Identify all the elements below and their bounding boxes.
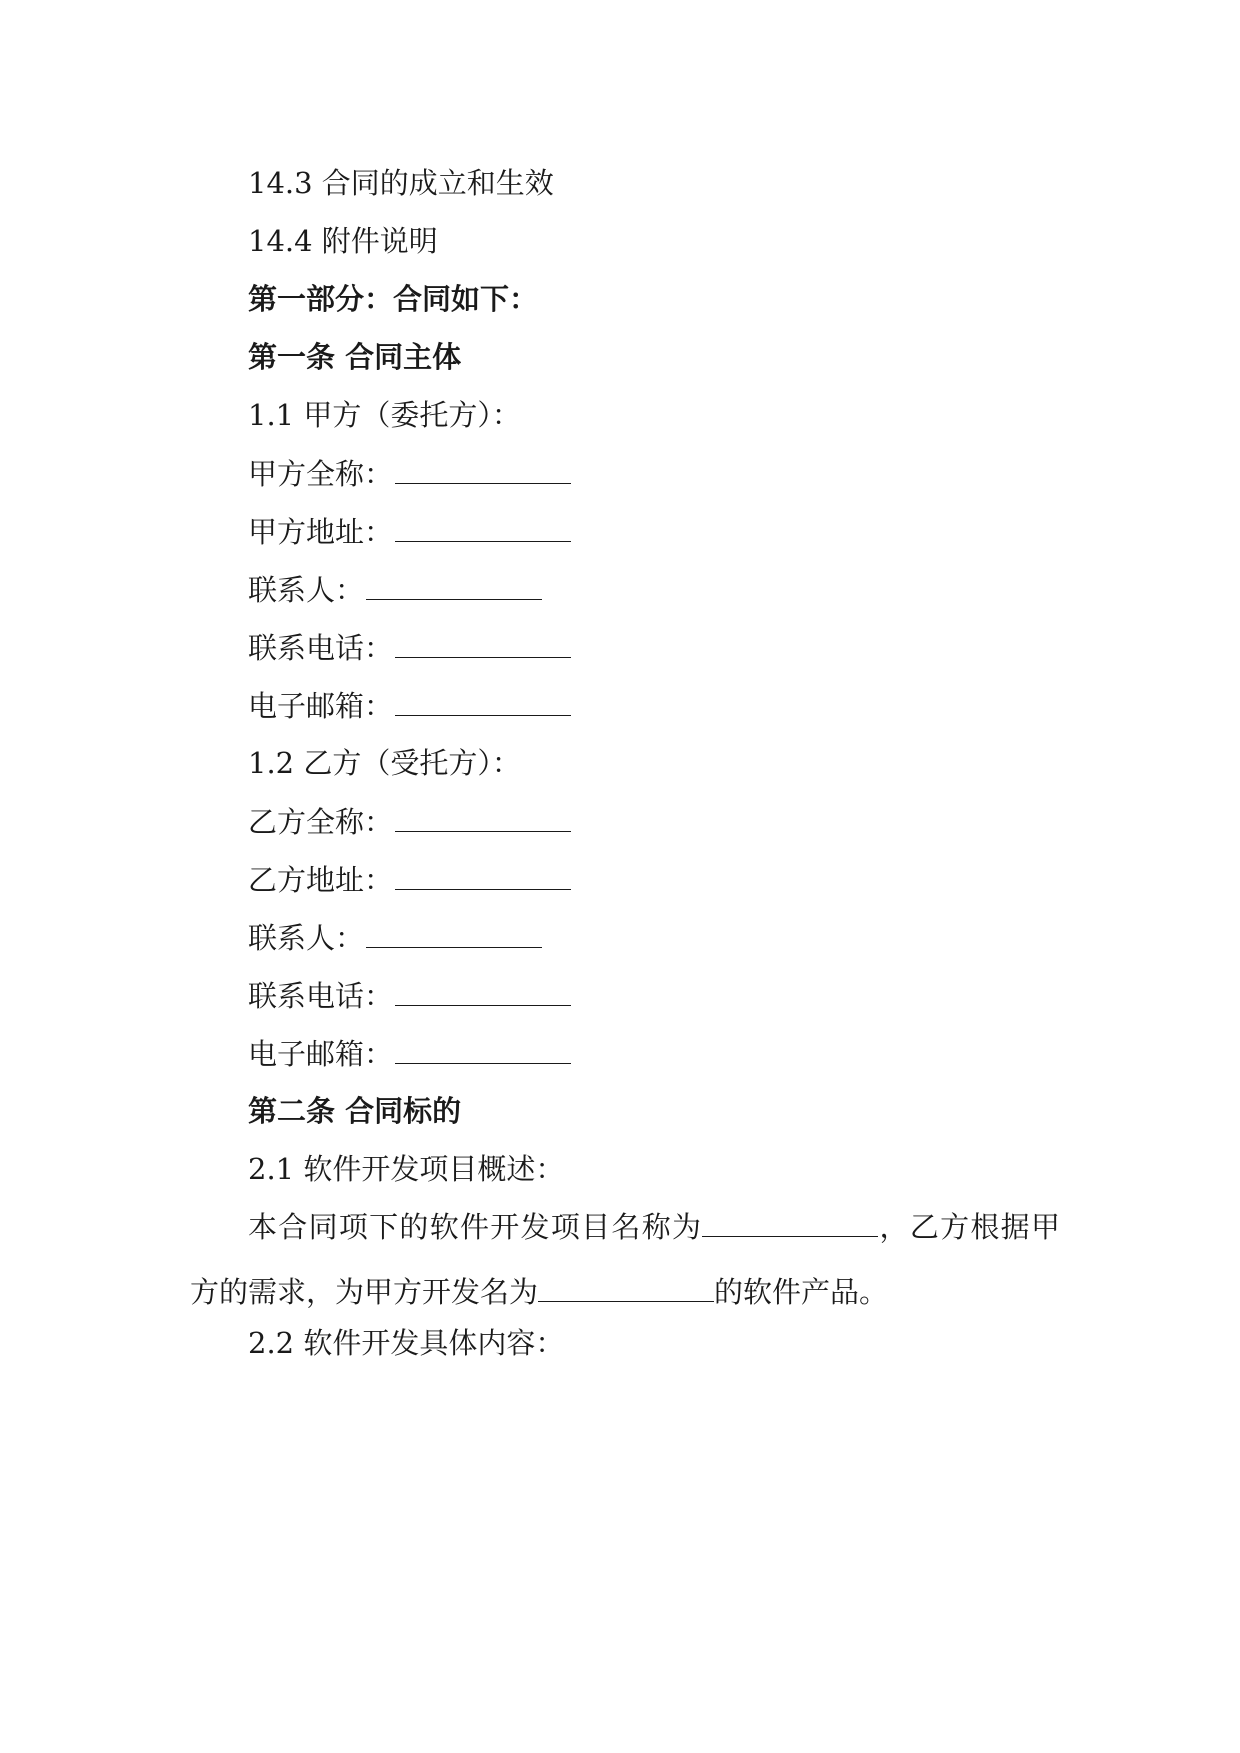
field-label: 甲方全称：	[248, 457, 394, 491]
field-label: 乙方地址：	[248, 863, 394, 897]
fill-in-blank[interactable]	[395, 1033, 571, 1064]
party-a-email-field	[248, 685, 571, 726]
article-heading-2: 第二条 合同标的	[248, 1094, 462, 1128]
paragraph-text: 的软件产品。	[714, 1275, 889, 1309]
party-b-contact-field	[248, 917, 542, 958]
fill-in-blank[interactable]	[395, 685, 571, 716]
clause-1-1: 1.1 甲方（委托方）：	[248, 398, 521, 432]
clause-2-2: 2.2 软件开发具体内容：	[248, 1326, 565, 1360]
fill-in-blank[interactable]	[395, 801, 571, 832]
party-a-contact-field	[248, 569, 542, 610]
field-label: 电子邮箱：	[248, 1037, 394, 1071]
field-label: 联系电话：	[248, 631, 394, 665]
project-name-blank[interactable]	[702, 1210, 878, 1237]
fill-in-blank[interactable]	[395, 975, 571, 1006]
article-heading-1: 第一条 合同主体	[248, 340, 462, 374]
field-label: 电子邮箱：	[248, 689, 394, 723]
fill-in-blank[interactable]	[366, 917, 542, 948]
project-description-paragraph	[190, 1195, 1060, 1325]
party-a-name-field	[248, 453, 571, 494]
paragraph-text: 本合同项下的软件开发项目名称为	[248, 1210, 703, 1244]
section-heading-part-one: 第一部分：合同如下：	[248, 282, 539, 316]
toc-item-14-4: 14.4 附件说明	[248, 224, 438, 258]
field-label: 联系电话：	[248, 979, 394, 1013]
paragraph-text: ，乙方根据甲方的需求，为甲方开发名为	[190, 1210, 1060, 1309]
field-label: 联系人：	[248, 921, 365, 955]
product-name-blank[interactable]	[538, 1275, 714, 1302]
field-label: 甲方地址：	[248, 515, 394, 549]
fill-in-blank[interactable]	[395, 627, 571, 658]
field-label: 乙方全称：	[248, 805, 394, 839]
party-b-email-field	[248, 1033, 571, 1074]
party-b-phone-field	[248, 975, 571, 1016]
field-label: 联系人：	[248, 573, 365, 607]
party-a-address-field	[248, 511, 571, 552]
fill-in-blank[interactable]	[395, 453, 571, 484]
toc-item-14-3: 14.3 合同的成立和生效	[248, 166, 554, 200]
fill-in-blank[interactable]	[395, 859, 571, 890]
party-b-name-field	[248, 801, 571, 842]
party-b-address-field	[248, 859, 571, 900]
clause-2-1: 2.1 软件开发项目概述：	[248, 1152, 565, 1186]
clause-1-2: 1.2 乙方（受托方）：	[248, 746, 521, 780]
party-a-phone-field	[248, 627, 571, 668]
fill-in-blank[interactable]	[366, 569, 542, 600]
fill-in-blank[interactable]	[395, 511, 571, 542]
